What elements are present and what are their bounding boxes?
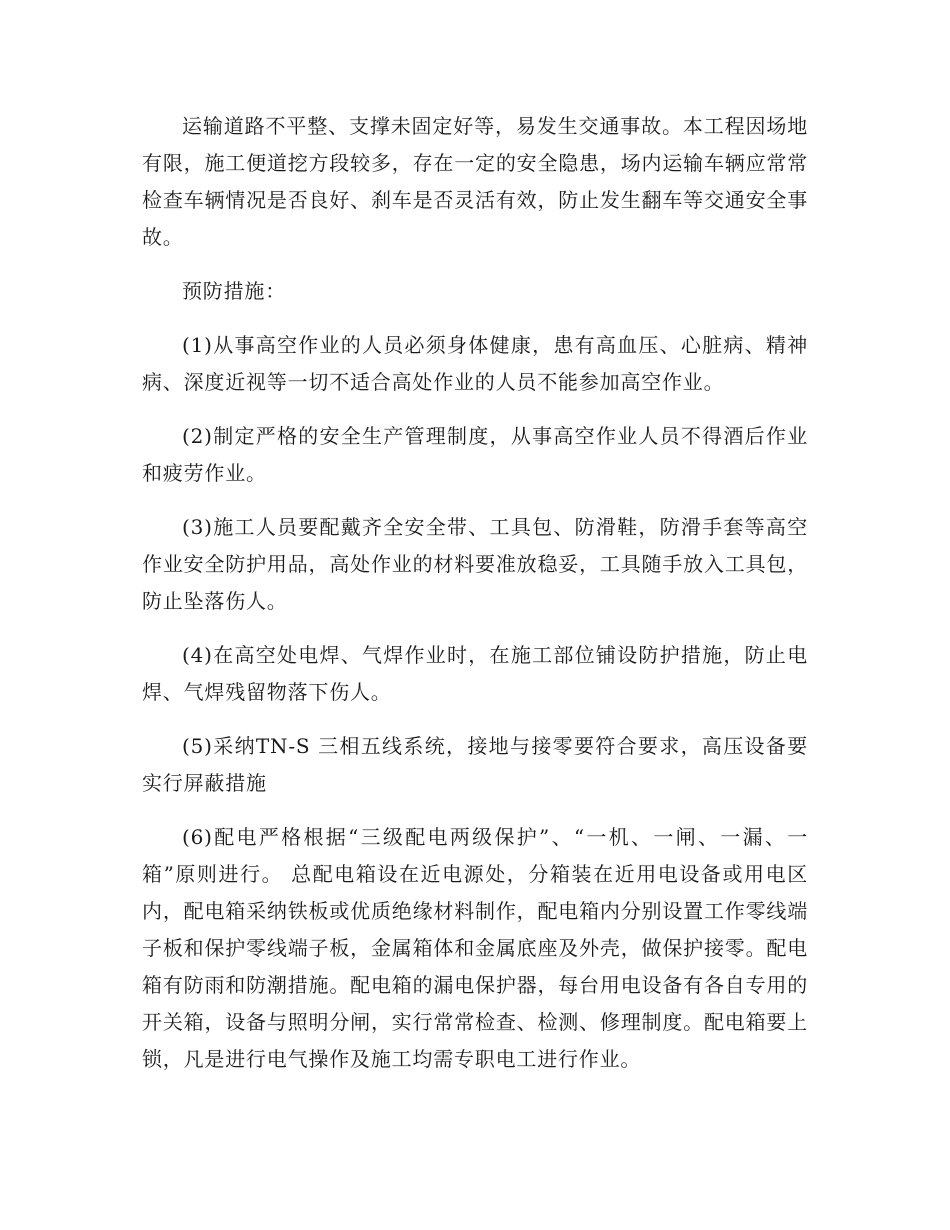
paragraph-spacer	[142, 802, 808, 819]
paragraph-prevention-heading: 预防措施：	[182, 279, 286, 303]
paragraph-spacer	[142, 620, 808, 637]
paragraph-measure-1: (1)从事高空作业的人员必须身体健康，患有高血压、心脏病、精神病、深度近视等一切不适合高处作业的人员不能参加高空作业。	[142, 333, 808, 394]
paragraph-spacer	[142, 401, 808, 418]
paragraph-measure-6: (6)配电严格根据“三级配电两级保护”、“一机、一闸、一漏、一箱”原则进行。 总配电箱设在近电源处，分箱装在近用电设备或用电区内，配电箱采纳铁板或优质绝缘材料制作，配电箱内分别设置工作零线端子板和保护零线端子板，金属箱体和金属底座及外壳，做保护接零。配电箱有防雨和防潮措施。配电箱的漏电保护器，每台用电设备有各自专用的开关箱，设备与照明分闸，实行常常检查、检测、修理制度。配电箱要上锁，凡是进行电气操作及施工均需专职电工进行作业。	[142, 825, 808, 1071]
paragraph-spacer	[142, 310, 808, 327]
paragraph-measure-4: (4)在高空处电焊、气焊作业时，在施工部位铺设防护措施，防止电焊、气焊残留物落下伤人。	[142, 643, 808, 704]
paragraph-traffic-risk: 运输道路不平整、支撑未固定好等，易发生交通事故。本工程因场地有限，施工便道挖方段较多，存在一定的安全隐患，场内运输车辆应常常检查车辆情况是否良好、刹车是否灵活有效，防止发生翻车等交通安全事故。	[142, 114, 808, 249]
paragraph-spacer	[142, 256, 808, 273]
paragraph-measure-3: (3)施工人员要配戴齐全安全带、工具包、防滑鞋，防滑手套等高空作业安全防护用品，高处作业的材料要准放稳妥，工具随手放入工具包，防止坠落伤人。	[142, 515, 808, 613]
paragraph-spacer	[142, 492, 808, 509]
paragraph-measure-5: (5)采纳TN-S 三相五线系统，接地与接零要符合要求，高压设备要实行屏蔽措施	[142, 734, 808, 795]
document-body	[142, 108, 808, 1078]
paragraph-measure-2: (2)制定严格的安全生产管理制度，从事高空作业人员不得酒后作业和疲劳作业。	[142, 424, 808, 485]
paragraph-spacer	[142, 711, 808, 728]
